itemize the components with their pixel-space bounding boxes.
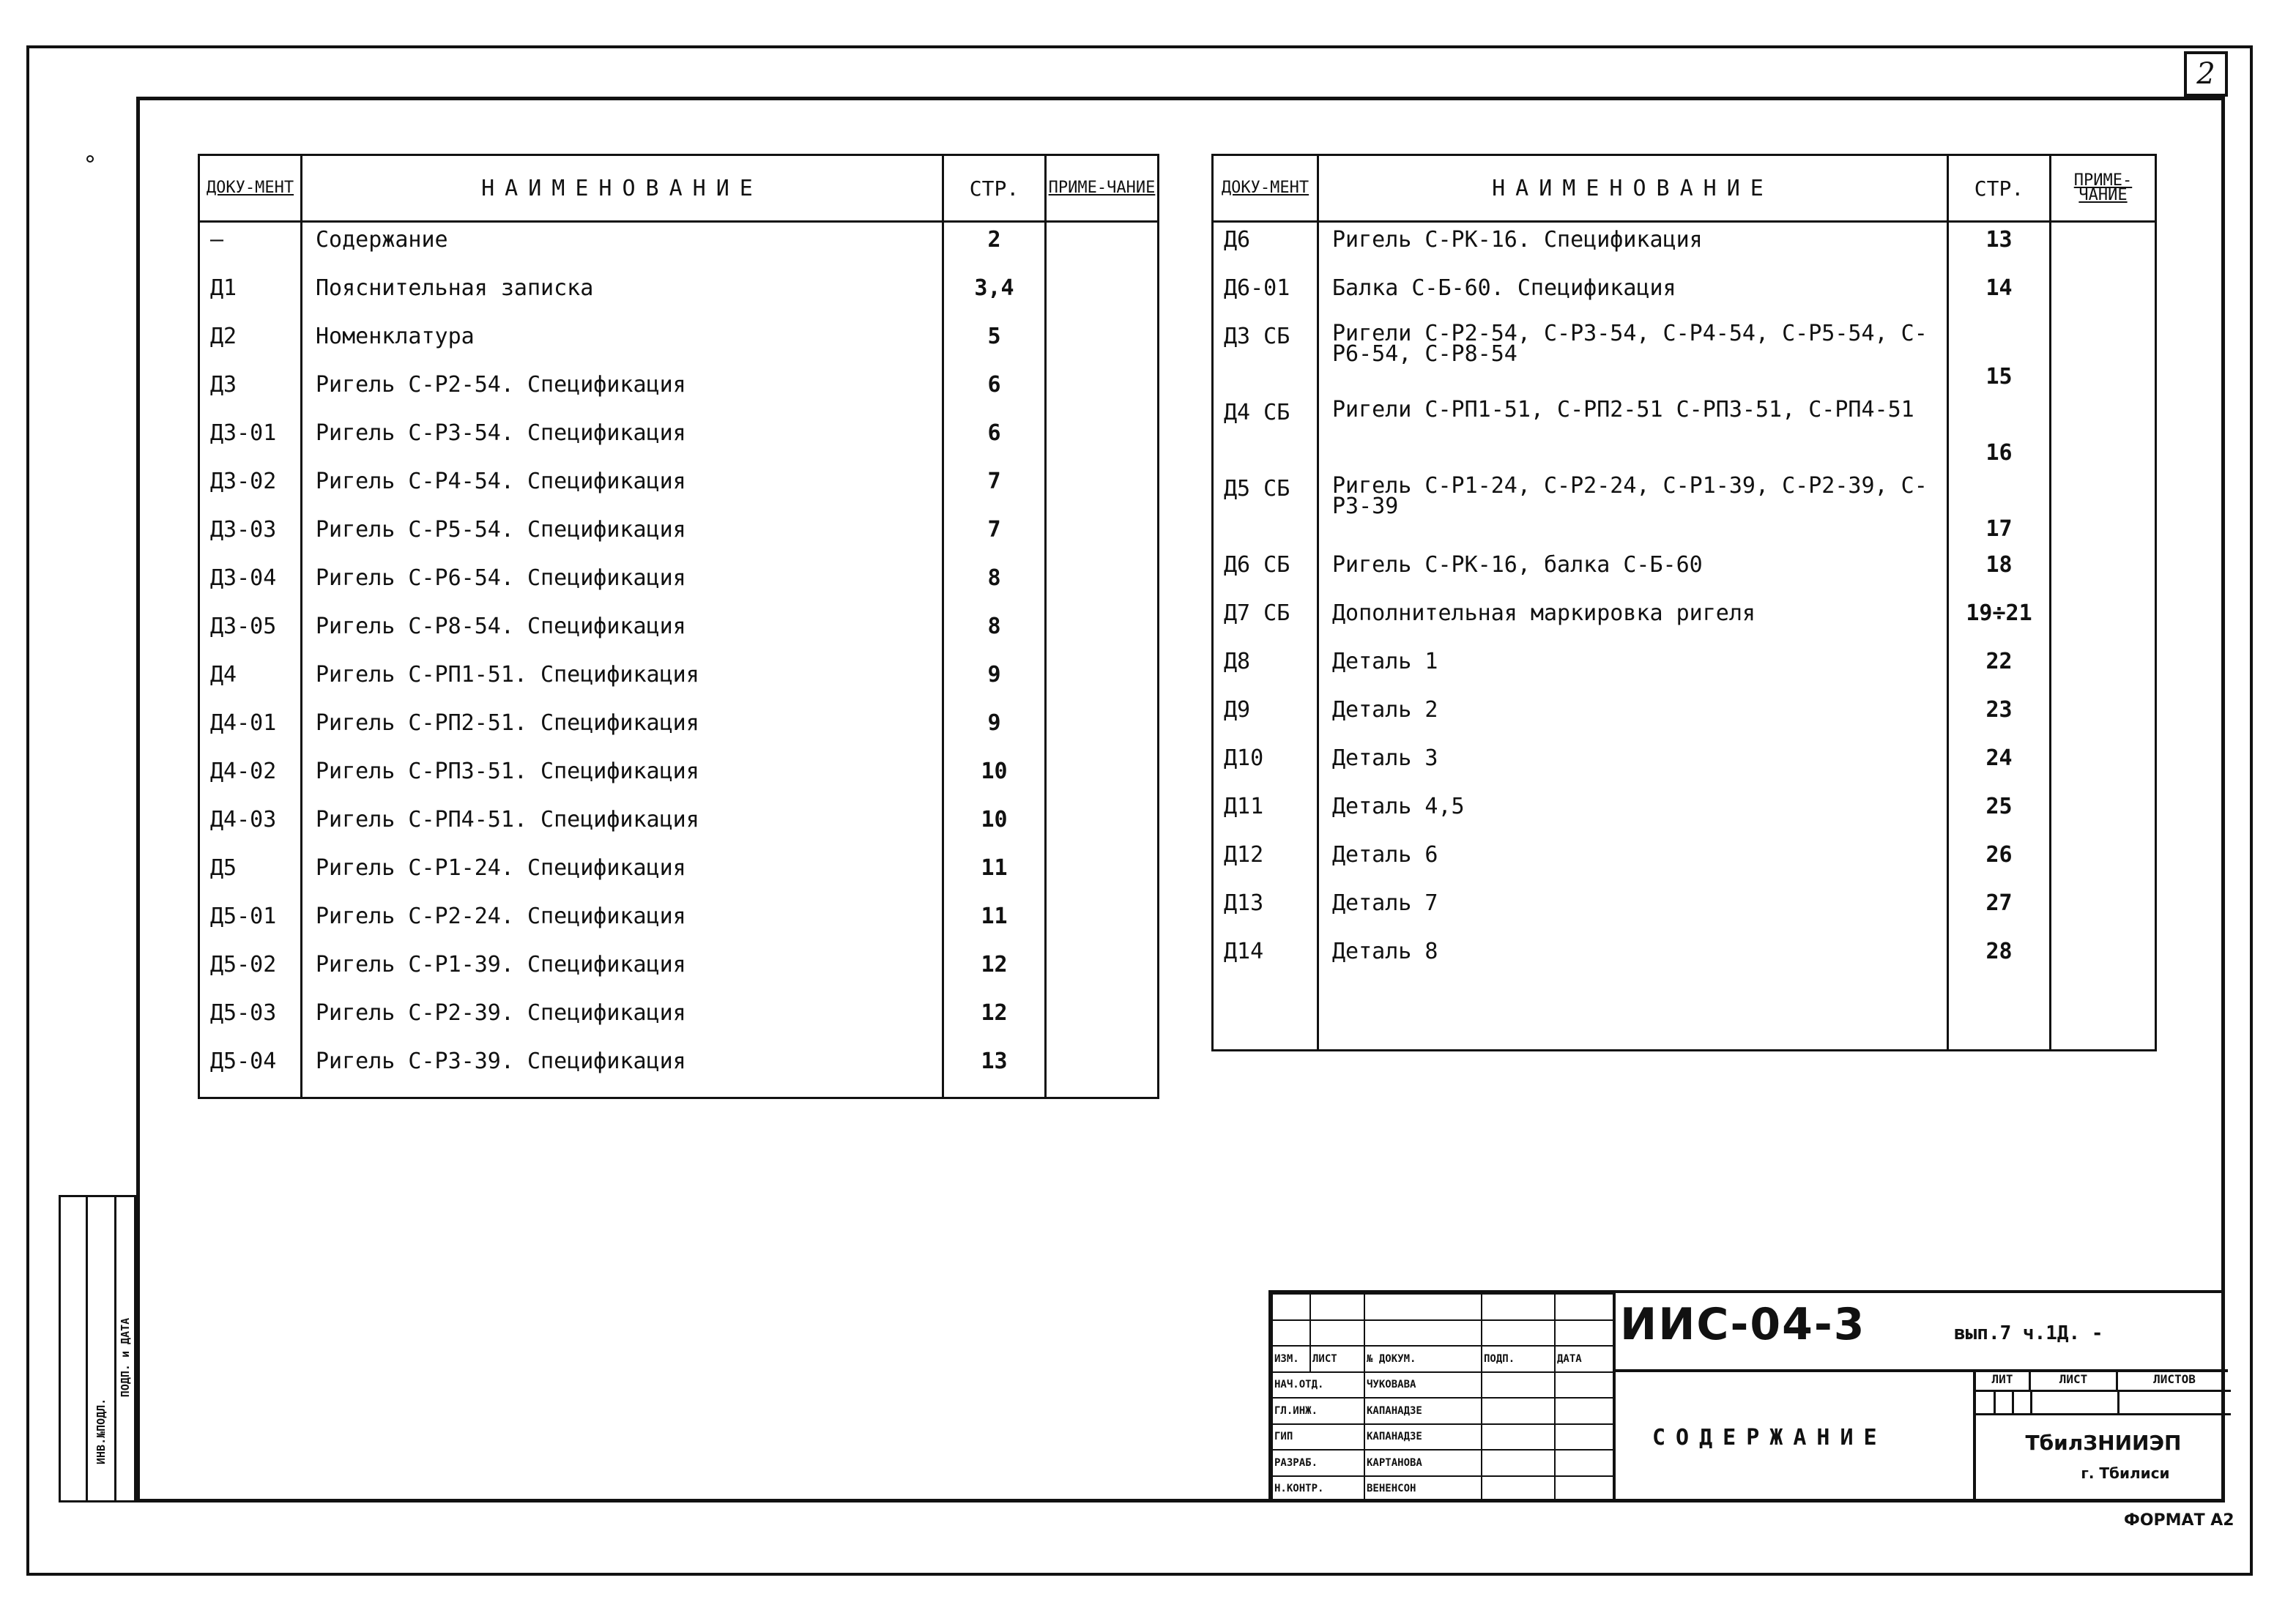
format-label: ФОРМАТ А2 [2124, 1511, 2234, 1530]
row-name: Ригель С-РК-16. Спецификация [1318, 222, 1948, 272]
signature-role: РАЗРАБ. [1272, 1450, 1364, 1476]
row-page: 26 [1948, 838, 2051, 886]
table-row [199, 271, 1159, 319]
table-row [199, 706, 1159, 754]
org-section [1973, 1369, 2231, 1502]
row-document-code: Д5 СБ [1213, 472, 1318, 548]
row-note [2051, 271, 2156, 319]
table-row [1213, 395, 2156, 472]
row-document-code: Д2 [199, 319, 302, 368]
header-document: ДОКУ-МЕНТ [199, 155, 302, 222]
header-note: ПРИМЕ-ЧАНИЕ [2051, 155, 2156, 222]
row-name: Ригель С-Р2-39. Спецификация [302, 996, 943, 1044]
row-note [1046, 658, 1159, 706]
table-row [1213, 548, 2156, 596]
row-note [1046, 464, 1159, 513]
document-code: ИИС-04-3 [1620, 1299, 1866, 1350]
table-row [199, 802, 1159, 851]
sheet-number: 2 [2184, 51, 2228, 97]
row-document-code: Д13 [1213, 886, 1318, 934]
row-name: Ригель С-Р1-24, С-Р2-24, С-Р1-39, С-Р2-39, С-Р3-39 [1318, 472, 1948, 548]
row-name: Ригель С-РК-16, балка С-Б-60 [1318, 548, 1948, 596]
signature-role: ГИП [1272, 1424, 1364, 1451]
side-approval-strip [59, 1195, 136, 1502]
row-name: Ригель С-Р3-39. Спецификация [302, 1044, 943, 1092]
table-row [199, 947, 1159, 996]
row-page: 18 [1948, 548, 2051, 596]
row-name: Ригель С-Р1-24. Спецификация [302, 851, 943, 899]
strip-inventory-col [88, 1197, 116, 1500]
table-row [1213, 741, 2156, 789]
row-document-code: Д3 СБ [1213, 319, 1318, 395]
row-page: 12 [943, 947, 1046, 996]
signature-name: ВЕНЕНСОН [1364, 1476, 1482, 1502]
lit-header: ЛИТ [1976, 1369, 2031, 1390]
row-note [1046, 271, 1159, 319]
row-page: 2 [943, 222, 1046, 272]
row-name: Балка С-Б-60. Спецификация [1318, 271, 1948, 319]
table-row [199, 1044, 1159, 1092]
sheet-value-row [1976, 1390, 2231, 1415]
row-document-code: Д7 СБ [1213, 596, 1318, 644]
table-row [199, 851, 1159, 899]
row-note [1046, 802, 1159, 851]
row-page: 13 [943, 1044, 1046, 1092]
row-note [1046, 706, 1159, 754]
header-note: ПРИМЕ-ЧАНИЕ [1046, 155, 1159, 222]
signature-date [1555, 1372, 1613, 1399]
header-name: НАИМЕНОВАНИЕ [1318, 155, 1948, 222]
col-doc: № ДОКУМ. [1364, 1346, 1482, 1372]
organization-city: г. Тбилиси [2081, 1464, 2170, 1482]
row-page: 10 [943, 754, 1046, 802]
row-note [2051, 838, 2156, 886]
col-izm: ИЗМ. [1272, 1346, 1310, 1372]
signature-row [1272, 1476, 1613, 1502]
signature-name: КАРТАНОВА [1364, 1450, 1482, 1476]
row-page: 9 [943, 658, 1046, 706]
row-name: Ригель С-Р4-54. Спецификация [302, 464, 943, 513]
row-document-code: Д4 СБ [1213, 395, 1318, 472]
row-document-code: Д11 [1213, 789, 1318, 838]
row-note [1046, 609, 1159, 658]
row-document-code: Д5 [199, 851, 302, 899]
row-document-code: Д3-05 [199, 609, 302, 658]
row-page: 16 [1948, 395, 2051, 472]
row-document-code: Д1 [199, 271, 302, 319]
row-page: 24 [1948, 741, 2051, 789]
row-page: 28 [1948, 934, 2051, 983]
signature-date [1555, 1450, 1613, 1476]
sheet-title: СОДЕРЖАНИЕ [1652, 1425, 1887, 1451]
issue-label: вып.7 ч.1Д. - [1954, 1322, 2103, 1344]
row-page: 11 [943, 851, 1046, 899]
signature-role: НАЧ.ОТД. [1272, 1372, 1364, 1399]
row-document-code: Д4-03 [199, 802, 302, 851]
row-note [1046, 1044, 1159, 1092]
table-row [1213, 319, 2156, 395]
signature-name: КАПАНАДЗЕ [1364, 1398, 1482, 1424]
row-page: 6 [943, 416, 1046, 464]
row-name: Содержание [302, 222, 943, 272]
title-block [1268, 1290, 2225, 1502]
row-document-code: Д14 [1213, 934, 1318, 983]
table-row [1213, 934, 2156, 983]
row-note [2051, 548, 2156, 596]
signature-name: ЧУКОВАВА [1364, 1372, 1482, 1399]
table-filler-row [199, 1092, 1159, 1098]
row-note [2051, 741, 2156, 789]
row-page: 15 [1948, 319, 2051, 395]
row-note [1046, 947, 1159, 996]
table-row [1213, 838, 2156, 886]
row-document-code: Д3-01 [199, 416, 302, 464]
row-document-code: Д4-02 [199, 754, 302, 802]
table-row [199, 319, 1159, 368]
table-row [1213, 693, 2156, 741]
header-name: НАИМЕНОВАНИЕ [302, 155, 943, 222]
table-row [199, 996, 1159, 1044]
table-row [1213, 596, 2156, 644]
row-page: 8 [943, 609, 1046, 658]
row-page: 10 [943, 802, 1046, 851]
row-note [1046, 851, 1159, 899]
signature-sign [1482, 1476, 1555, 1502]
signature-grid [1271, 1293, 1613, 1502]
row-name: Ригель С-Р6-54. Спецификация [302, 561, 943, 609]
row-name: Деталь 3 [1318, 741, 1948, 789]
row-name: Ригель С-РП3-51. Спецификация [302, 754, 943, 802]
table-row [1213, 222, 2156, 272]
signature-name: КАПАНАДЗЕ [1364, 1424, 1482, 1451]
table-row [1213, 472, 2156, 548]
row-name: Деталь 6 [1318, 838, 1948, 886]
row-document-code: Д12 [1213, 838, 1318, 886]
row-name: Ригель С-Р2-24. Спецификация [302, 899, 943, 947]
signature-row [1272, 1450, 1613, 1476]
table-row [1213, 789, 2156, 838]
strip-inventory-label: ИНВ.№ПОДЛ. [94, 1398, 108, 1464]
signature-sign [1482, 1424, 1555, 1451]
scan-mark [86, 155, 94, 163]
header-page: СТР. [1948, 155, 2051, 222]
row-note [1046, 319, 1159, 368]
header-page: СТР. [943, 155, 1046, 222]
table-row [199, 609, 1159, 658]
row-document-code: Д5-02 [199, 947, 302, 996]
row-name: Ригель С-Р8-54. Спецификация [302, 609, 943, 658]
row-name: Пояснительная записка [302, 271, 943, 319]
table-filler-row [1213, 983, 2156, 1051]
row-page: 8 [943, 561, 1046, 609]
row-note [1046, 996, 1159, 1044]
signature-date [1555, 1398, 1613, 1424]
row-name: Ригели С-Р2-54, С-Р3-54, С-Р4-54, С-Р5-54, С-Р6-54, С-Р8-54 [1318, 319, 1948, 395]
table-row [199, 754, 1159, 802]
row-document-code: – [199, 222, 302, 272]
row-page: 9 [943, 706, 1046, 754]
row-document-code: Д3-03 [199, 513, 302, 561]
row-document-code: Д4 [199, 658, 302, 706]
sheet-header-row [1976, 1369, 2231, 1392]
strip-spacer [61, 1197, 88, 1500]
row-page: 23 [1948, 693, 2051, 741]
row-page: 25 [1948, 789, 2051, 838]
row-page: 7 [943, 464, 1046, 513]
row-document-code: Д5-01 [199, 899, 302, 947]
table-row [1213, 644, 2156, 693]
table-row [1213, 886, 2156, 934]
row-note [2051, 596, 2156, 644]
row-name: Деталь 2 [1318, 693, 1948, 741]
row-name: Деталь 4,5 [1318, 789, 1948, 838]
table-row [199, 222, 1159, 272]
row-note [1046, 513, 1159, 561]
table-row [199, 368, 1159, 416]
row-name: Ригели С-РП1-51, С-РП2-51 С-РП3-51, С-РП4-51 [1318, 395, 1948, 472]
row-name: Дополнительная маркировка ригеля [1318, 596, 1948, 644]
signature-date [1555, 1424, 1613, 1451]
col-list: ЛИСТ [1310, 1346, 1364, 1372]
row-note [1046, 899, 1159, 947]
row-name: Ригель С-РП1-51. Спецификация [302, 658, 943, 706]
signature-role: ГЛ.ИНЖ. [1272, 1398, 1364, 1424]
row-document-code: Д9 [1213, 693, 1318, 741]
left-contents-table [198, 154, 1159, 1099]
row-page: 3,4 [943, 271, 1046, 319]
row-note [2051, 222, 2156, 272]
signature-row [1272, 1424, 1613, 1451]
row-page: 19÷21 [1948, 596, 2051, 644]
table-row [1213, 271, 2156, 319]
row-note [2051, 644, 2156, 693]
row-document-code: Д8 [1213, 644, 1318, 693]
row-note [2051, 789, 2156, 838]
table-row [199, 899, 1159, 947]
row-document-code: Д6 [1213, 222, 1318, 272]
title-block-divider [1613, 1293, 1616, 1502]
signature-date [1555, 1476, 1613, 1502]
col-sign: ПОДП. [1482, 1346, 1555, 1372]
row-document-code: Д10 [1213, 741, 1318, 789]
row-name: Деталь 7 [1318, 886, 1948, 934]
signature-role: Н.КОНТР. [1272, 1476, 1364, 1502]
col-date: ДАТА [1555, 1346, 1613, 1372]
row-document-code: Д6 СБ [1213, 548, 1318, 596]
signature-sign [1482, 1398, 1555, 1424]
row-document-code: Д3-04 [199, 561, 302, 609]
row-document-code: Д5-04 [199, 1044, 302, 1092]
row-name: Ригель С-Р2-54. Спецификация [302, 368, 943, 416]
row-name: Ригель С-Р3-54. Спецификация [302, 416, 943, 464]
row-note [2051, 395, 2156, 472]
row-note [2051, 693, 2156, 741]
row-name: Ригель С-Р5-54. Спецификация [302, 513, 943, 561]
row-document-code: Д5-03 [199, 996, 302, 1044]
table-row [199, 513, 1159, 561]
row-document-code: Д6-01 [1213, 271, 1318, 319]
row-note [2051, 886, 2156, 934]
row-note [1046, 222, 1159, 272]
row-note [2051, 934, 2156, 983]
signature-row [1272, 1372, 1613, 1399]
row-note [1046, 561, 1159, 609]
row-note [1046, 368, 1159, 416]
row-document-code: Д4-01 [199, 706, 302, 754]
row-note [2051, 319, 2156, 395]
row-name: Деталь 8 [1318, 934, 1948, 983]
row-name: Ригель С-Р1-39. Спецификация [302, 947, 943, 996]
row-page: 11 [943, 899, 1046, 947]
signature-sign [1482, 1372, 1555, 1399]
sheets-header: ЛИСТОВ [2153, 1372, 2196, 1386]
table-row [199, 658, 1159, 706]
row-page: 6 [943, 368, 1046, 416]
sheet-header: ЛИСТ [2031, 1369, 2118, 1390]
row-page: 12 [943, 996, 1046, 1044]
row-name: Ригель С-РП4-51. Спецификация [302, 802, 943, 851]
row-page: 17 [1948, 472, 2051, 548]
row-page: 27 [1948, 886, 2051, 934]
row-note [1046, 416, 1159, 464]
signature-row [1272, 1398, 1613, 1424]
row-page: 5 [943, 319, 1046, 368]
row-document-code: Д3-02 [199, 464, 302, 513]
row-name: Ригель С-РП2-51. Спецификация [302, 706, 943, 754]
row-page: 14 [1948, 271, 2051, 319]
row-note [2051, 472, 2156, 548]
strip-sign-label: ПОДП. и ДАТА [119, 1317, 132, 1398]
table-row [199, 416, 1159, 464]
signature-sign [1482, 1450, 1555, 1476]
header-document: ДОКУ-МЕНТ [1213, 155, 1318, 222]
row-note [1046, 754, 1159, 802]
row-page: 22 [1948, 644, 2051, 693]
row-document-code: Д3 [199, 368, 302, 416]
table-row [199, 464, 1159, 513]
strip-sign-col [116, 1197, 134, 1500]
row-name: Деталь 1 [1318, 644, 1948, 693]
right-contents-table [1211, 154, 2157, 1051]
row-page: 7 [943, 513, 1046, 561]
row-page: 13 [1948, 222, 2051, 272]
table-row [199, 561, 1159, 609]
organization-name: ТбилЗНИИЭП [2025, 1431, 2182, 1455]
row-name: Номенклатура [302, 319, 943, 368]
